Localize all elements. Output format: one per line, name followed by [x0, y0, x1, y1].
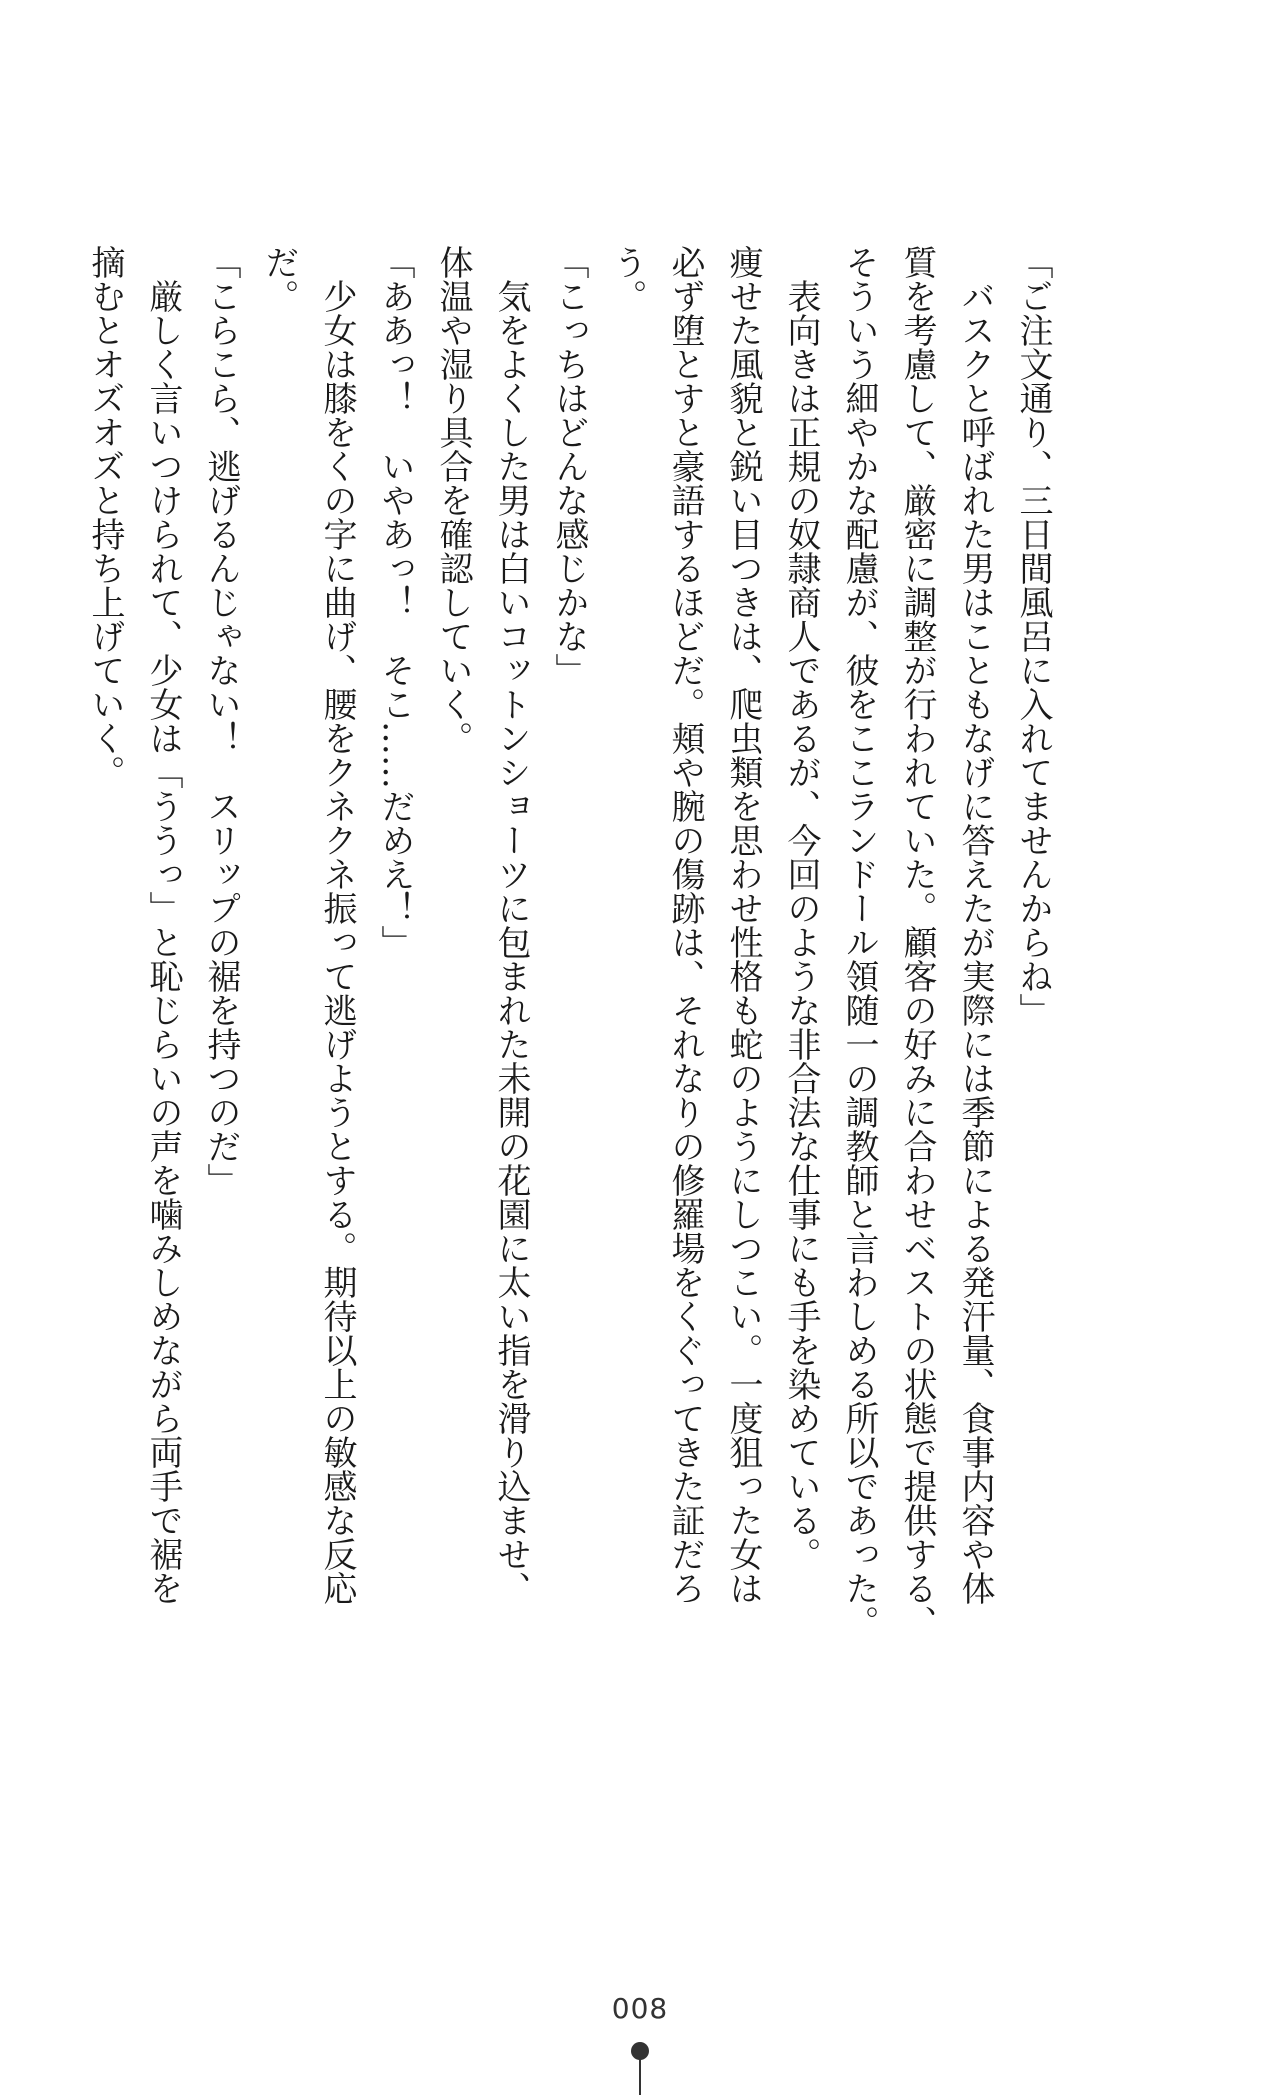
text-line: 体温や湿り具合を確認していく。 — [433, 245, 473, 755]
text-line: 「ご注文通り、三日間風呂に入れてませんからね」 — [1013, 245, 1053, 1027]
text-line: う。 — [607, 245, 647, 313]
text-line: バスクと呼ばれた男はこともなげに答えたが実際には季節による発汗量、食事内容や体 — [955, 245, 995, 1605]
text-line: そういう細やかな配慮が、彼をここランドール領随一の調教師と言わしめる所以であった。 — [839, 245, 879, 1639]
text-line: 痩せた風貌と鋭い目つきは、爬虫類を思わせ性格も蛇のようにしつこい。一度狙った女は — [723, 245, 763, 1605]
text-line: だ。 — [259, 245, 299, 313]
text-line: 「こらこら、逃げるんじゃない！ スリップの裾を持つのだ」 — [201, 245, 241, 1197]
text-line: 気をよくした男は白いコットンショーツに包まれた未開の花園に太い指を滑り込ませ、 — [491, 245, 531, 1605]
text-line: 厳しく言いつけられて、少女は「ううっ」と恥じらいの声を噛みしめながら両手で裾を — [143, 245, 183, 1605]
text-line: 少女は膝をくの字に曲げ、腰をクネクネ振って逃げようとする。期待以上の敏感な反応 — [317, 245, 357, 1605]
text-line: 摘むとオズオズと持ち上げていく。 — [85, 245, 125, 789]
text-line: 必ず堕とすと豪語するほどだ。頬や腕の傷跡は、それなりの修羅場をくぐってきた証だろ — [665, 245, 705, 1605]
page-number: 008 — [611, 1992, 669, 2025]
text-line: 「こっちはどんな感じかな」 — [549, 245, 589, 687]
text-line: 質を考慮して、厳密に調整が行われていた。顧客の好みに合わせベストの状態で提供する、 — [897, 245, 937, 1639]
vertical-text-block — [76, 245, 1062, 1745]
text-line: 表向きは正規の奴隷商人であるが、今回のような非合法な仕事にも手を染めている。 — [781, 245, 821, 1571]
text-line: 「ああっ！ いやあっ！ そこ……だめえ！」 — [375, 245, 415, 959]
page-marker-line — [639, 2056, 641, 2095]
